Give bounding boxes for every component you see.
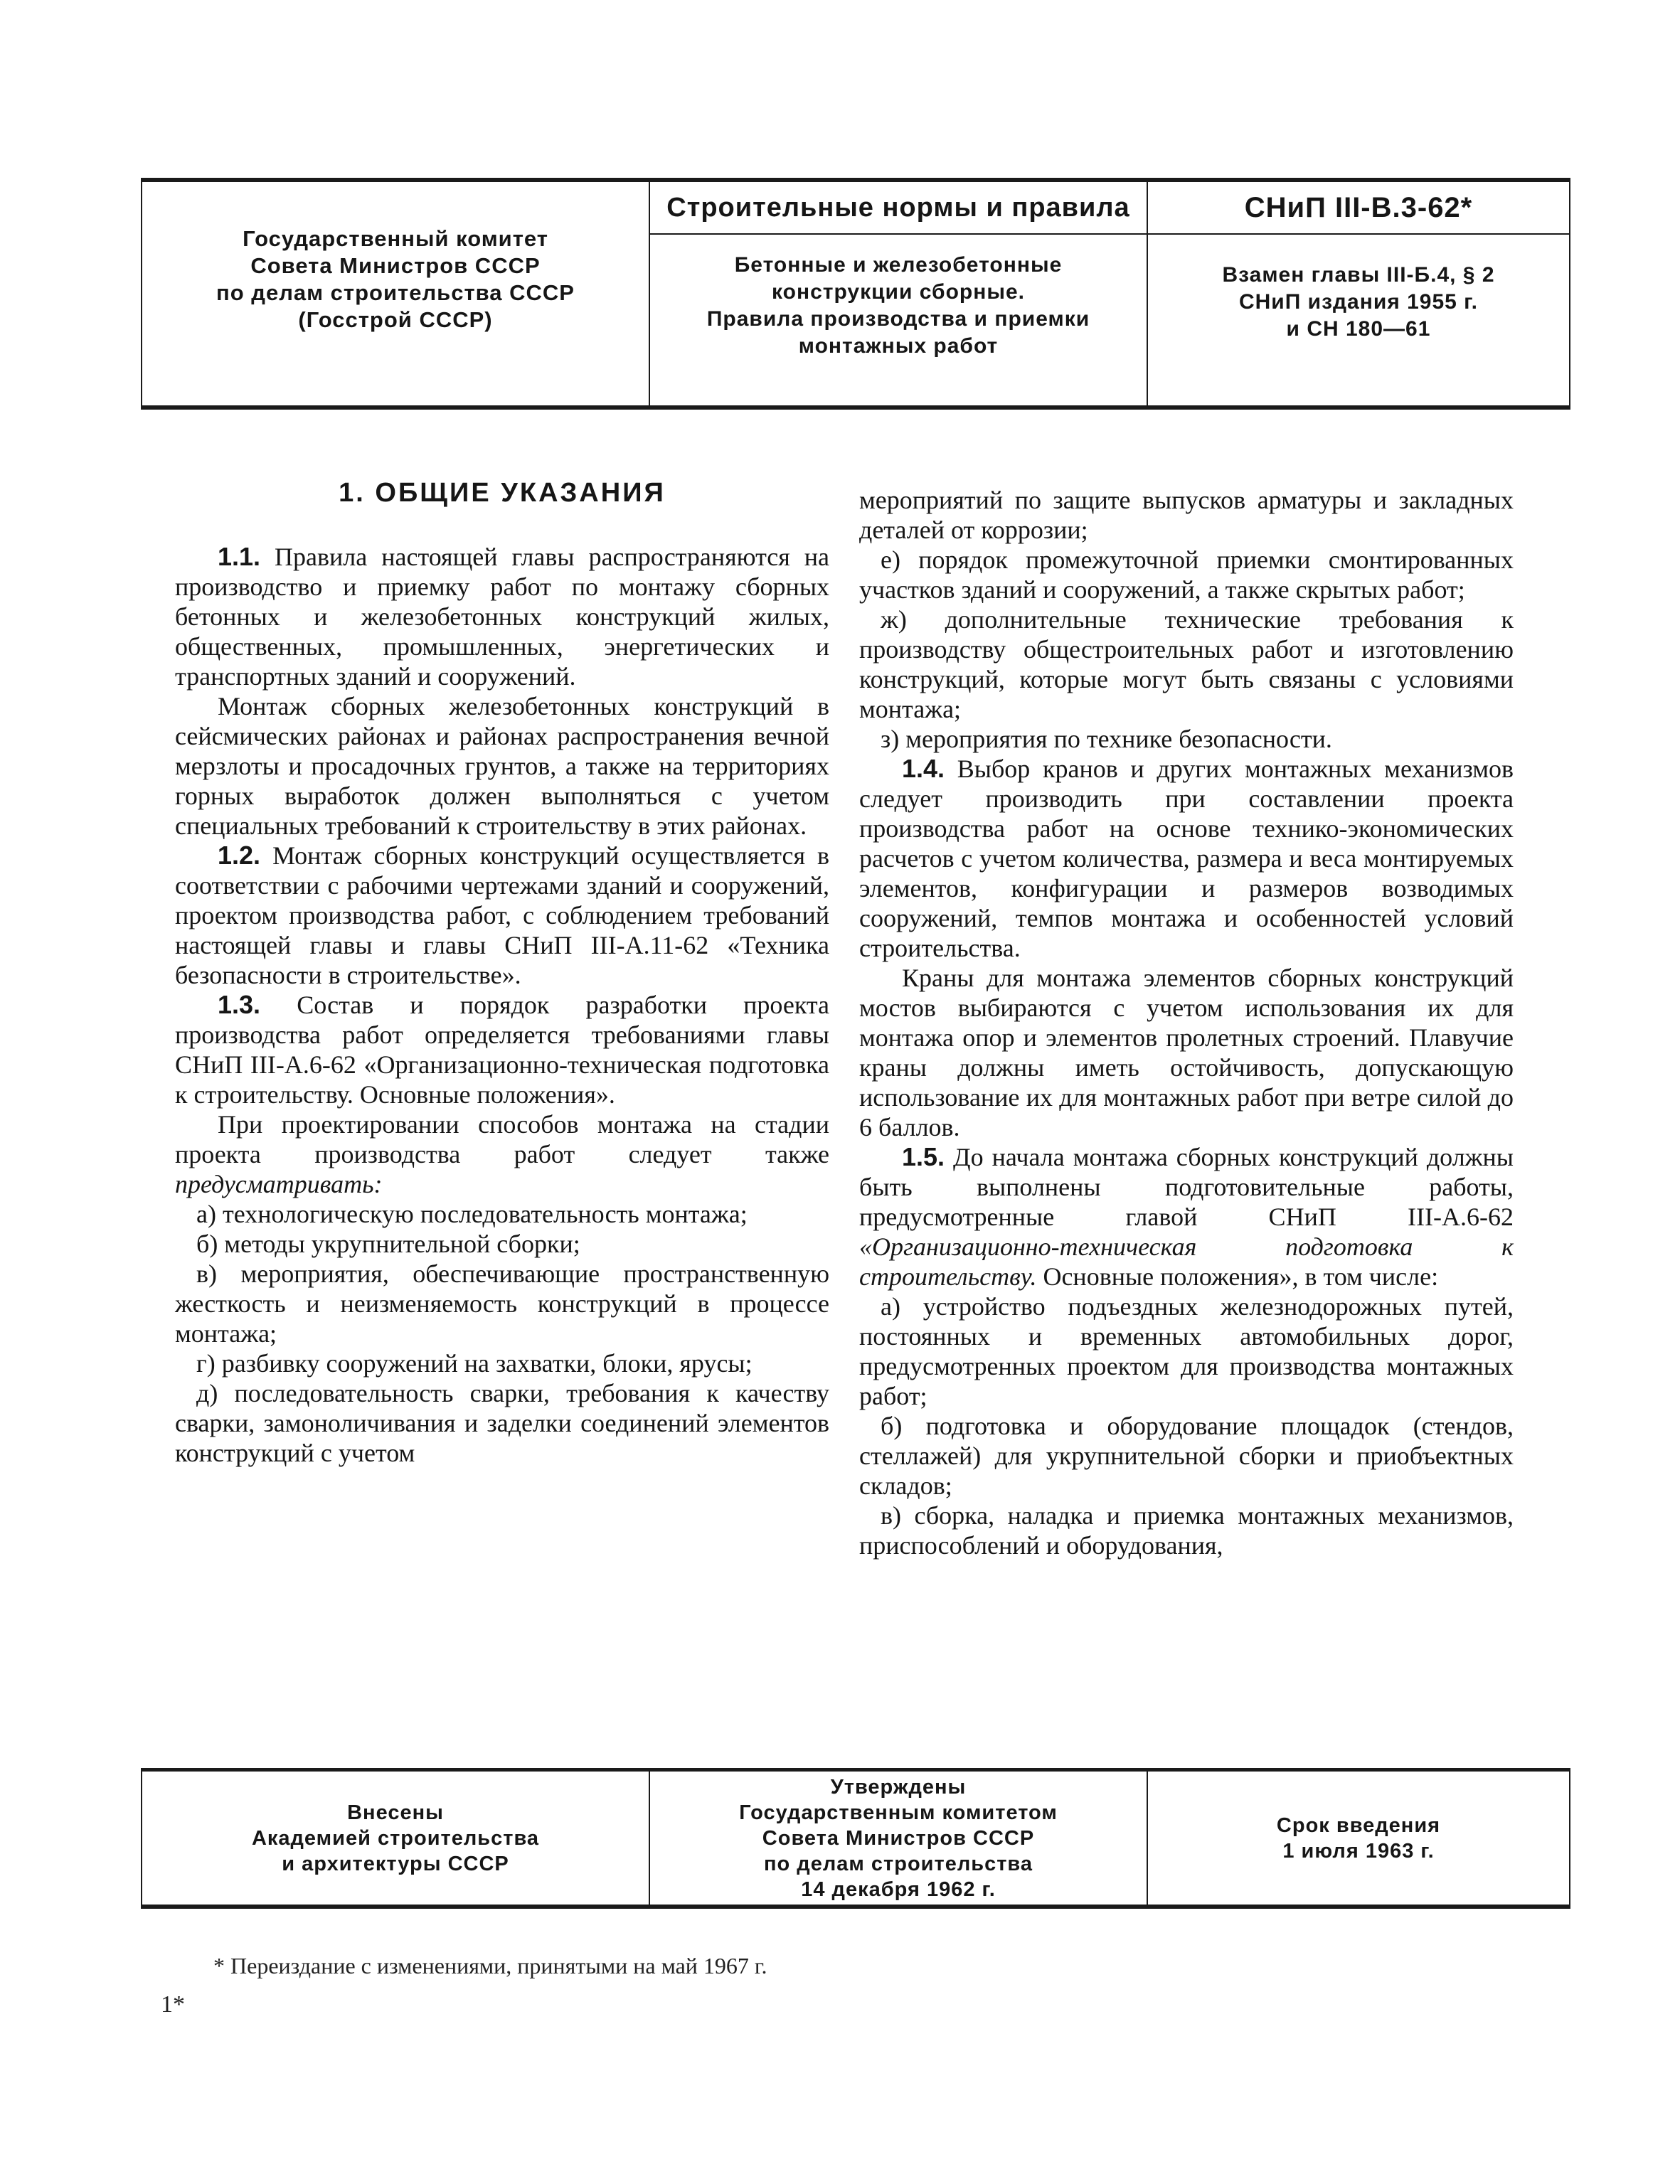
footer-approved bbox=[650, 1772, 1148, 1905]
org-line-4: (Госстрой СССР) bbox=[298, 307, 493, 332]
paragraph-text: в) сборка, наладка и приемка монтажных механизмов, приспособлений и оборудования, bbox=[859, 1501, 1514, 1560]
replaces-line-3: и СН 180—61 bbox=[1286, 317, 1431, 341]
replaces-line-1: Взамен главы III-Б.4, § 2 bbox=[1222, 263, 1495, 287]
approved-line-5: 14 декабря 1962 г. bbox=[801, 1877, 996, 1901]
left-column bbox=[175, 478, 829, 1468]
list-item-d-continued: мероприятий по защите выпусков арматуры и закладных деталей от коррозии; bbox=[859, 486, 1514, 544]
document-code: СНиП III-В.3-62* bbox=[1148, 182, 1569, 235]
org-line-2: Совета Министров СССР bbox=[250, 253, 541, 278]
footer-introduced bbox=[142, 1772, 650, 1905]
footnote: * Переиздание с изменениями, принятыми на май 1967 г. bbox=[213, 1953, 767, 1978]
paragraph-text: Выбор кранов и других монтажных механизмов следует производить при составлении проекта производства работ на основе технико-экономических расчетов с учетом количества, размера и веса монтируемых элементов, конфигурации и размеров возводимых сооружений, темпов монтажа и особенностей условий строительства. bbox=[859, 755, 1514, 962]
clause-number: 1.4. bbox=[902, 754, 945, 783]
effective-line-1: Срок введения bbox=[1276, 1813, 1441, 1837]
approved-line-4: по делам строительства bbox=[764, 1852, 1033, 1875]
right-column bbox=[859, 485, 1514, 1560]
footer-table bbox=[141, 1768, 1570, 1909]
introduced-line-2: Академией строительства bbox=[251, 1826, 540, 1850]
list-item-z: з) мероприятия по технике безопасности. bbox=[881, 725, 1332, 753]
header-table bbox=[141, 178, 1570, 410]
approved-line-1: Утверждены bbox=[830, 1775, 967, 1799]
clause-number: 1.2. bbox=[218, 841, 261, 870]
header-replaces bbox=[1148, 235, 1569, 405]
paragraph-text: Правила настоящей главы распространяются на производство и приемку работ по монтажу сборных бетонных и железобетонных конструкций жилых, общественных, промышленных, энергетических и транспортных зданий и сооружений. bbox=[175, 543, 830, 691]
effective-line-2: 1 июля 1963 г. bbox=[1282, 1839, 1435, 1863]
page-number: 1* bbox=[161, 1991, 185, 2018]
approved-line-3: Совета Министров СССР bbox=[762, 1826, 1035, 1850]
subject-line-4: монтажных работ bbox=[798, 334, 999, 358]
approved-line-2: Государственным комитетом bbox=[739, 1801, 1058, 1824]
header-subject-cell bbox=[650, 182, 1148, 405]
subject-line-3: Правила производства и приемки bbox=[706, 307, 1090, 331]
footer-effective bbox=[1148, 1772, 1569, 1905]
list-item-e: е) порядок промежуточной приемки смонтированных участков зданий и сооружений, а также скрытых работ; bbox=[859, 545, 1514, 604]
paragraph-text: Состав и порядок разработки проекта производства работ определяется требованиями главы СНиП III-А.6-62 «Организационно-техническая подготовка к строительству. Основные положения». bbox=[175, 991, 830, 1109]
clause-number: 1.3. bbox=[218, 990, 261, 1019]
paragraph-1-4-b: Краны для монтажа элементов сборных конструкций мостов выбираются с учетом использования их для монтажа опор и элементов пролетных строений. Плавучие краны должны иметь остойчивость, допускающую использование их для монтажных работ при ветре силой до 6 баллов. bbox=[859, 964, 1514, 1141]
paragraph-1-2 bbox=[175, 841, 829, 990]
replaces-line-2: СНиП издания 1955 г. bbox=[1238, 290, 1479, 314]
paragraph-1-1-b: Монтаж сборных железобетонных конструкций в сейсмических районах и районах распространения вечной мерзлоты и просадочных грунтов, а также на территориях горных выработок должен выполняться с учетом специальных требований к строительству в этих районах. bbox=[175, 692, 829, 840]
paragraph-text: Основные положения», в том числе: bbox=[1036, 1262, 1439, 1291]
paragraph-text: Монтаж сборных конструкций осуществляется в соответствии с рабочими чертежами зданий и сооружений, проектом производства работ, с соблюдением требований настоящей главы и главы СНиП III-А.11-62 «Техника безопасности в строительстве». bbox=[175, 841, 830, 989]
paragraph-1-1 bbox=[175, 542, 829, 691]
norms-title: Строительные нормы и правила bbox=[650, 182, 1147, 235]
list-item-rv bbox=[859, 1501, 1514, 1560]
header-org bbox=[142, 182, 649, 405]
paragraph-1-3-b bbox=[175, 1109, 829, 1199]
paragraph-1-3 bbox=[175, 990, 829, 1109]
section-title: 1. ОБЩИЕ УКАЗАНИЯ bbox=[339, 478, 666, 508]
list-item-b: б) методы укрупнительной сборки; bbox=[196, 1230, 580, 1258]
paragraph-1-5 bbox=[859, 1142, 1514, 1291]
list-item-ra: а) устройство подъездных железнодорожных путей, постоянных и временных автомобильных дорог, предусмотренных проектом для производства монтажных работ; bbox=[859, 1292, 1514, 1410]
org-line-3: по делам строительства СССР bbox=[216, 280, 575, 305]
clause-number: 1.5. bbox=[902, 1142, 945, 1171]
list-item-rb: б) подготовка и оборудование площадок (стендов, стеллажей) для укрупнительной сборки и приобъектных складов; bbox=[859, 1412, 1514, 1500]
paragraph-text-italic: «Организационно-техническая подготовка к строительству. bbox=[859, 1232, 1514, 1291]
header-subject bbox=[650, 235, 1147, 405]
subject-line-1: Бетонные и железобетонные bbox=[734, 253, 1063, 277]
list-item-g: г) разбивку сооружений на захватки, блоки, ярусы; bbox=[196, 1349, 753, 1378]
list-item-zh: ж) дополнительные технические требования к производству общестроительных работ и изготовлению конструкций, которые могут быть связаны с условиями монтажа; bbox=[859, 605, 1514, 723]
list-item-a: а) технологическую последовательность монтажа; bbox=[196, 1200, 748, 1228]
paragraph-1-4 bbox=[859, 754, 1514, 963]
list-item-d: д) последовательность сварки, требования к качеству сварки, замоноличивания и заделки соединений элементов конструкций с учетом bbox=[175, 1379, 829, 1467]
header-org-cell bbox=[142, 182, 650, 405]
header-code-cell bbox=[1148, 182, 1569, 405]
subject-line-2: конструкции сборные. bbox=[772, 280, 1025, 304]
clause-number: 1.1. bbox=[218, 542, 261, 571]
paragraph-text-italic: предусматривать: bbox=[175, 1170, 383, 1198]
list-item-v: в) мероприятия, обеспечивающие пространственную жесткость и неизменяемость конструкций в процессе монтажа; bbox=[175, 1259, 829, 1348]
paragraph-text: При проектировании способов монтажа на стадии проекта производства работ следует также bbox=[175, 1110, 829, 1168]
introduced-line-1: Внесены bbox=[347, 1801, 444, 1824]
paragraph-text: До начала монтажа сборных конструкций должны быть выполнены подготовительные работы, предусмотренные главой СНиП III-А.6-62 bbox=[859, 1143, 1514, 1231]
introduced-line-3: и архитектуры СССР bbox=[282, 1852, 509, 1875]
org-line-1: Государственный комитет bbox=[243, 226, 548, 251]
